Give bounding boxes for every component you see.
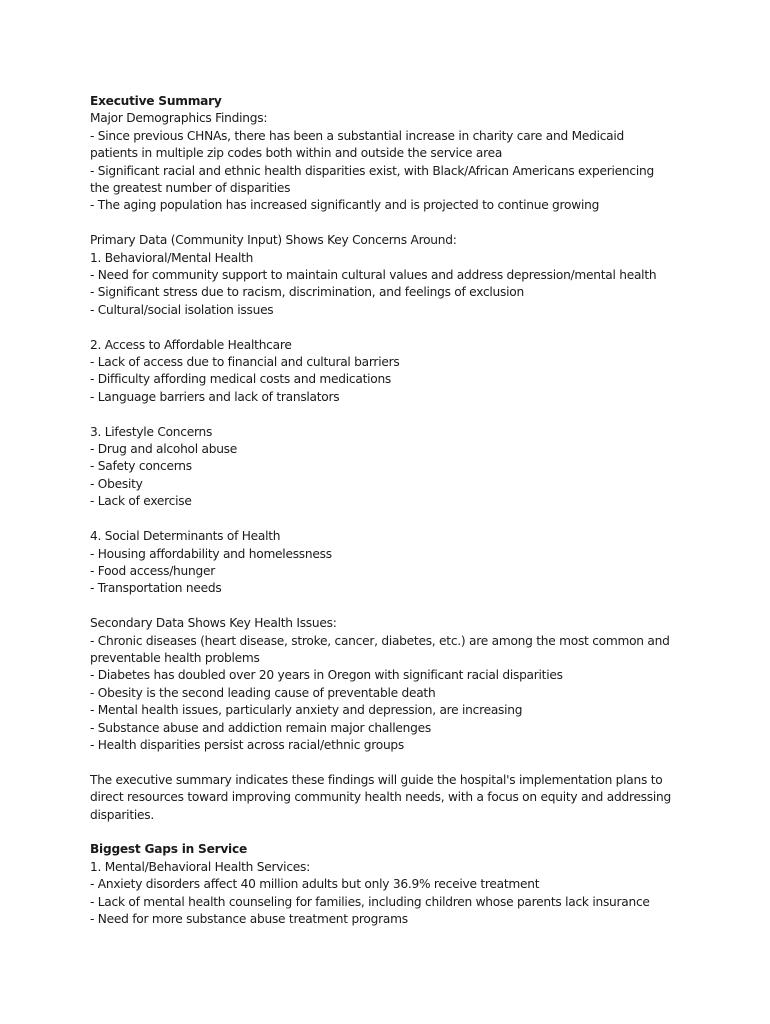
spacer [90,754,690,771]
spacer [90,511,690,528]
demographics-line: the greatest number of disparities [90,181,291,196]
section-3-item: - Safety concerns [90,459,192,474]
demographics-line: - Since previous CHNAs, there has been a substantial increase in charity care and Medicaid [90,128,625,143]
secondary-item: - Diabetes has doubled over 20 years in Oregon with significant racial disparities [90,668,563,683]
section-4-item: - Food access/hunger [90,563,215,578]
conclusion-line: disparities. [90,807,154,822]
section-2-item: - Language barriers and lack of translators [90,389,340,404]
demographics-line: - Significant racial and ethnic health disparities exist, with Black/African Americans experiencing [90,163,654,178]
gaps-section-1-item: - Lack of mental health counseling for families, including children whose parents lack insurance [90,894,650,909]
spacer [90,598,690,615]
section-2-item: - Difficulty affording medical costs and medications [90,372,392,387]
demographics-line: patients in multiple zip codes both within and outside the service area [90,146,503,161]
section-1-title: 1. Behavioral/Mental Health [90,250,254,265]
primary-data-heading: Primary Data (Community Input) Shows Key Concerns Around: [90,233,457,248]
spacer [90,319,690,336]
section-3-item: - Drug and alcohol abuse [90,442,238,457]
demographics-line: - The aging population has increased significantly and is projected to continue growing [90,198,600,213]
document-page [90,93,690,928]
gaps-section-1-item: - Anxiety disorders affect 40 million adults but only 36.9% receive treatment [90,877,540,892]
secondary-item: - Chronic diseases (heart disease, stroke, cancer, diabetes, etc.) are among the most common and [90,633,670,648]
spacer [90,824,690,841]
section-4-item: - Housing affordability and homelessness [90,546,332,561]
section-3-item: - Lack of exercise [90,494,192,509]
conclusion-line: direct resources toward improving community health needs, with a focus on equity and addressing [90,790,671,805]
gaps-section-1-title: 1. Mental/Behavioral Health Services: [90,859,310,874]
conclusion-line: The executive summary indicates these findings will guide the hospital's implementation plans to [90,772,663,787]
section-3-title: 3. Lifestyle Concerns [90,424,213,439]
secondary-item: - Mental health issues, particularly anxiety and depression, are increasing [90,703,523,718]
secondary-data-heading: Secondary Data Shows Key Health Issues: [90,616,337,631]
spacer [90,215,690,232]
section-1-item: - Significant stress due to racism, discrimination, and feelings of exclusion [90,285,524,300]
executive-summary-heading: Executive Summary [90,94,222,108]
section-2-item: - Lack of access due to financial and cultural barriers [90,355,400,370]
spacer [90,406,690,423]
gaps-section-1-item: - Need for more substance abuse treatment programs [90,911,408,926]
demographics-heading: Major Demographics Findings: [90,111,268,126]
section-4-item: - Transportation needs [90,581,222,596]
section-1-item: - Need for community support to maintain cultural values and address depression/mental health [90,268,657,283]
section-1-item: - Cultural/social isolation issues [90,302,274,317]
secondary-item: preventable health problems [90,650,260,665]
service-gaps-heading: Biggest Gaps in Service [90,842,247,857]
section-3-item: - Obesity [90,476,143,491]
secondary-item: - Substance abuse and addiction remain major challenges [90,720,431,735]
section-4-title: 4. Social Determinants of Health [90,529,281,544]
secondary-item: - Health disparities persist across racial/ethnic groups [90,737,405,752]
secondary-item: - Obesity is the second leading cause of preventable death [90,685,436,700]
section-2-title: 2. Access to Affordable Healthcare [90,337,292,352]
